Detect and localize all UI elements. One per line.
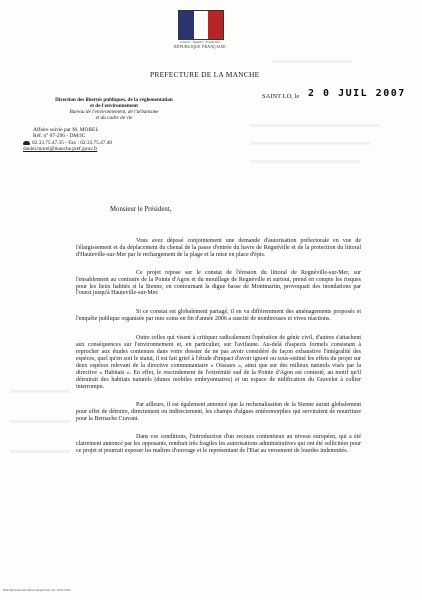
letter-body: [76, 238, 361, 466]
sender-department: [24, 97, 204, 121]
case-handler: [33, 127, 99, 139]
paragraph-3: Si ce constat est globalement partagé, il en va différemment des aménagements proposés et l'enquête publique organisée par mes soins en fin d'année 2006 a suscité de nombreuses et vives réactions.: [76, 309, 361, 323]
place-line: SAINT LO, le: [262, 93, 300, 100]
direction-line-2: et de l'environnement: [89, 103, 139, 109]
file-reference: DM/296-Président-Havre Regnéville doc 19/07/2007: [3, 588, 71, 592]
salutation: Monsieur le Président,: [110, 206, 172, 213]
show-through-mark: [250, 142, 370, 145]
phone-icon: [23, 141, 30, 146]
paragraph-1: Vous avez déposé conjointement une demande d'autorisation préfectorale en vue de l'élargissement et du déplacement du chenal de la passe d'entrée du havre de Regnéville et de la protection du littoral d'Hauteville-sur-Mer par le rechargement de la plage et la mise en place d'épis.: [76, 238, 361, 258]
republic-name: RÉPUBLIQUE FRANÇAISE: [174, 45, 226, 49]
direction-line-1: Direction des libertés publiques, de la réglementation: [55, 97, 173, 103]
show-through-mark: [250, 160, 360, 163]
republic-motto: Liberté · Égalité · Fraternité: [180, 40, 220, 44]
show-through-mark: [10, 450, 70, 453]
flag-band-white: [194, 11, 209, 39]
reference-line: Réf. n° 07-296 - DM/JC: [33, 133, 86, 140]
email-address[interactable]: daniel.morel@manche.pref.gouv.fr: [23, 146, 98, 153]
paragraph-5: Par ailleurs, il est également annoncé que la rechenalisation de la Sienne aurait globalement pour effet de détruire, directement ou indirectement, les champs d'algues entéromorphes qui serviraient de nourriture pour la Bernache Cravant.: [76, 402, 361, 423]
date-stamp: 2 0 JUIL 2007: [308, 88, 406, 99]
show-through-mark: [272, 60, 352, 63]
prefecture-title: PREFECTURE DE LA MANCHE: [150, 70, 260, 79]
bureau-line-2: et du cadre de vie: [95, 115, 133, 121]
show-through-mark: [250, 124, 380, 127]
phone-fax: 02.33.75.47.35 - Fax : 02.33.75.47.40: [32, 140, 113, 146]
flag-band-blue: [179, 11, 194, 39]
marianne-logo: [178, 10, 224, 40]
show-through-mark: [10, 390, 70, 393]
paragraph-4: Outre celles qui visent à critiquer radicalement l'opération de génie civil, d'autres s'attachent aux conséquences sur l'environnement et, en particulier, sur l'avifaune. Au-delà d'aspects formels consistant à reprocher aux études contenues dans votre dossier de ne pas avoir considéré de façon exhaustive l'intégralité des espèces, quel qu'en soit le statut, il est fait grief à l'étude d'impact d'avoir ignoré ou sous-estimé les effets du projet sur deux espèces relevant de la directive communautaire « Oiseaux », ainsi que sur des milieux naturels visés par la directive « Habitats ». En effet, le rescindement de l'extrémité sud de la Pointe d'Agon est contesté, au motif qu'il détruirait des habitats naturels (dunes mobiles embryonnaires) et un espace de nidification du Gravelot à collier interrompu.: [76, 335, 361, 390]
bureau-line-1: Bureau de l'environnement, de l'urbanisme: [69, 109, 159, 115]
affaire-line: Affaire suivie par M. MOREL: [33, 127, 99, 133]
paragraph-2: Ce projet repose sur le constat de l'érosion du littoral de Regnéville-sur-Mer, sur l'ensablement au contraire de la Pointe d'Agon et du mouillage de Regnéville et surtout, prend en compte les risques pour les lieux habités si la Sienne, en contournant la digue basse de Montmartin, provoquait des inondations par l'ouest jusqu'à Hauteville-sur-Mer.: [76, 269, 361, 297]
paragraph-6: Dans ces conditions, l'introduction d'un recours contentieux au niveau européen, qui a été clairement annoncé par les opposants, rendrait très fragiles les autorisations administratives qui ont été sollicitées pour ce projet et pourrait exposer les maîtres d'ouvrage et le représentant de l'Etat au versement de lourdes indemnités.: [76, 434, 361, 454]
flag-band-red: [208, 11, 223, 39]
show-through-mark: [10, 420, 70, 423]
contact-block: [23, 140, 112, 152]
